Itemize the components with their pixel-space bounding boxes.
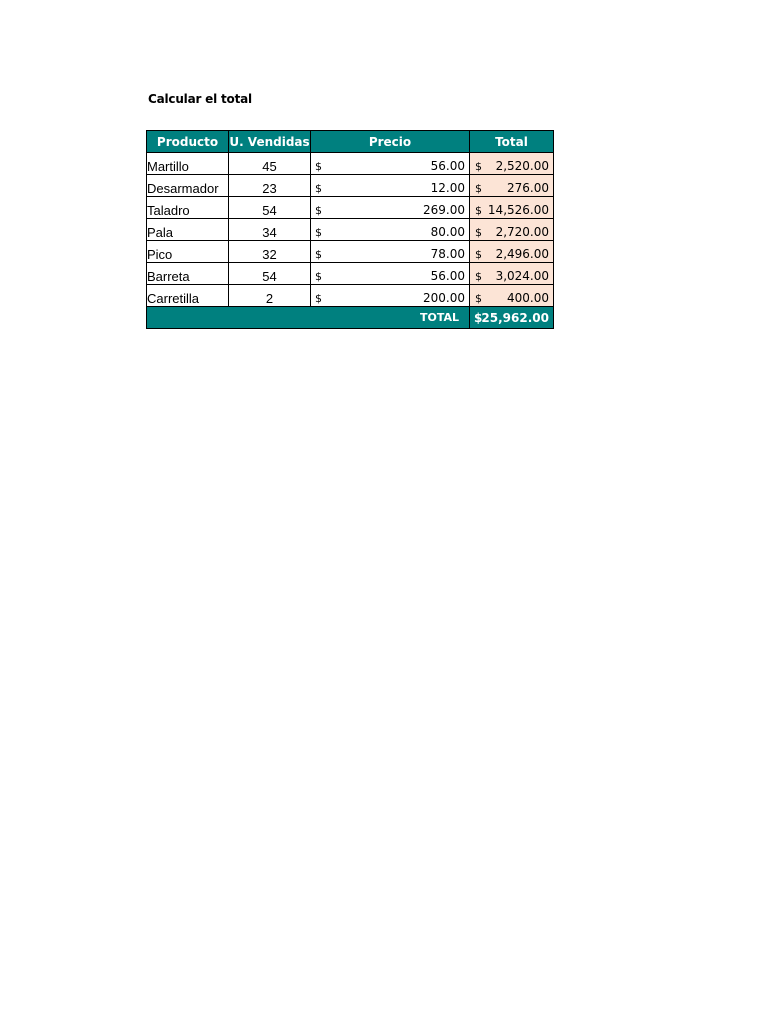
cell-price[interactable] — [311, 263, 470, 285]
cell-units-sold[interactable]: 2 — [229, 285, 311, 307]
cell-total[interactable] — [470, 175, 554, 197]
table-row — [147, 153, 554, 175]
total-currency: $ — [475, 204, 482, 217]
price-value: 56.00 — [430, 159, 465, 173]
cell-price[interactable] — [311, 241, 470, 263]
price-currency: $ — [315, 248, 322, 261]
price-value: 200.00 — [423, 291, 465, 305]
cell-price[interactable] — [311, 175, 470, 197]
total-value: 2,496.00 — [495, 247, 549, 261]
price-currency: $ — [315, 160, 322, 173]
grand-total-cell[interactable] — [470, 307, 554, 329]
cell-units-sold[interactable]: 54 — [229, 263, 311, 285]
cell-product[interactable]: Barreta — [147, 263, 229, 285]
price-value: 12.00 — [430, 181, 465, 195]
total-value: 2,720.00 — [495, 225, 549, 239]
price-value: 56.00 — [430, 269, 465, 283]
total-value: 276.00 — [507, 181, 549, 195]
sales-table — [146, 130, 554, 329]
cell-units-sold[interactable]: 34 — [229, 219, 311, 241]
grand-total-currency: $ — [474, 311, 483, 325]
header-units-sold[interactable]: U. Vendidas — [229, 131, 311, 153]
total-value: 14,526.00 — [487, 203, 549, 217]
table-row — [147, 285, 554, 307]
total-currency: $ — [475, 292, 482, 305]
price-currency: $ — [315, 204, 322, 217]
cell-product[interactable]: Desarmador — [147, 175, 229, 197]
cell-units-sold[interactable]: 32 — [229, 241, 311, 263]
cell-total[interactable] — [470, 285, 554, 307]
total-value: 2,520.00 — [495, 159, 549, 173]
sheet-title: Calcular el total — [148, 92, 252, 106]
total-currency: $ — [475, 182, 482, 195]
cell-units-sold[interactable]: 45 — [229, 153, 311, 175]
price-currency: $ — [315, 270, 322, 283]
cell-product[interactable]: Pala — [147, 219, 229, 241]
price-currency: $ — [315, 182, 322, 195]
cell-units-sold[interactable]: 54 — [229, 197, 311, 219]
cell-product[interactable]: Carretilla — [147, 285, 229, 307]
cell-product[interactable]: Taladro — [147, 197, 229, 219]
table-row — [147, 219, 554, 241]
table-row — [147, 197, 554, 219]
header-price[interactable]: Precio — [311, 131, 470, 153]
cell-total[interactable] — [470, 197, 554, 219]
cell-total[interactable] — [470, 241, 554, 263]
total-currency: $ — [475, 160, 482, 173]
total-currency: $ — [475, 270, 482, 283]
grand-total-label[interactable]: TOTAL — [147, 307, 470, 329]
cell-product[interactable]: Pico — [147, 241, 229, 263]
cell-total[interactable] — [470, 153, 554, 175]
total-currency: $ — [475, 248, 482, 261]
table-body — [147, 153, 554, 307]
cell-price[interactable] — [311, 285, 470, 307]
price-value: 269.00 — [423, 203, 465, 217]
header-total[interactable]: Total — [470, 131, 554, 153]
price-currency: $ — [315, 292, 322, 305]
table-row — [147, 263, 554, 285]
total-currency: $ — [475, 226, 482, 239]
price-value: 80.00 — [430, 225, 465, 239]
price-currency: $ — [315, 226, 322, 239]
cell-price[interactable] — [311, 197, 470, 219]
grand-total-row — [147, 307, 554, 329]
grand-total-value: 25,962.00 — [481, 311, 549, 325]
cell-total[interactable] — [470, 263, 554, 285]
header-product[interactable]: Producto — [147, 131, 229, 153]
cell-price[interactable] — [311, 219, 470, 241]
table-row — [147, 241, 554, 263]
price-value: 78.00 — [430, 247, 465, 261]
total-value: 3,024.00 — [495, 269, 549, 283]
cell-price[interactable] — [311, 153, 470, 175]
cell-total[interactable] — [470, 219, 554, 241]
cell-units-sold[interactable]: 23 — [229, 175, 311, 197]
table-row — [147, 175, 554, 197]
total-value: 400.00 — [507, 291, 549, 305]
cell-product[interactable]: Martillo — [147, 153, 229, 175]
header-row — [147, 131, 554, 153]
